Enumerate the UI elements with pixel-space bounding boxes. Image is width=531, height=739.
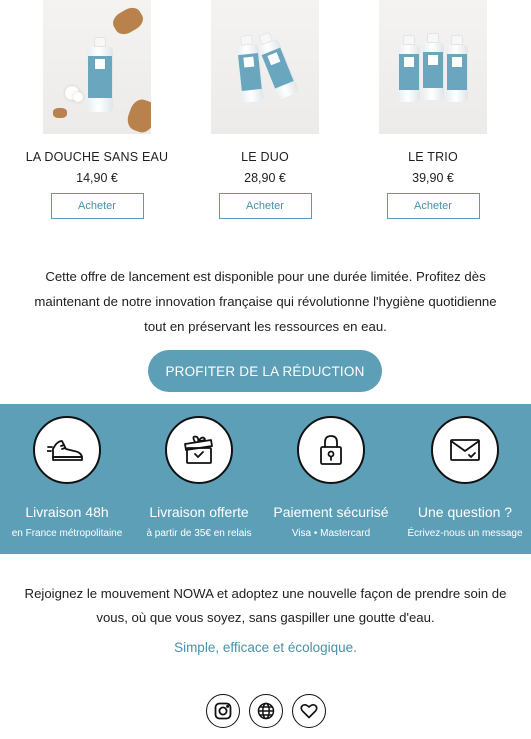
buy-button[interactable]: Acheter xyxy=(219,193,312,219)
feature-subtitle: Écrivez-nous un message xyxy=(407,528,523,539)
product-card xyxy=(180,0,350,219)
feature-delivery-48h xyxy=(1,416,133,539)
social-links xyxy=(0,694,531,728)
feature-title: Livraison offerte xyxy=(149,504,249,520)
product-price: 14,90 € xyxy=(76,171,118,185)
product-grid xyxy=(0,0,531,240)
discount-cta-button[interactable]: PROFITER DE LA RÉDUCTION xyxy=(148,350,382,392)
product-card xyxy=(12,0,182,219)
join-text: Rejoignez le mouvement NOWA et adoptez une nouvelle façon de prendre soin de vous, où que vous soyez, sans gaspiller une goutte d'eau. xyxy=(24,586,507,625)
buy-button[interactable]: Acheter xyxy=(387,193,480,219)
feature-subtitle: Visa • Mastercard xyxy=(291,528,371,539)
feature-title: Une question ? xyxy=(417,504,513,520)
feature-subtitle: en France métropolitaine xyxy=(11,528,123,539)
instagram-icon[interactable] xyxy=(206,694,240,728)
product-image[interactable] xyxy=(43,0,151,134)
tagline: Simple, efficace et écologique. xyxy=(174,640,357,655)
feature-secure-payment xyxy=(265,416,397,539)
product-image[interactable] xyxy=(379,0,487,134)
buy-button[interactable]: Acheter xyxy=(51,193,144,219)
features-band xyxy=(0,404,531,554)
offer-text: Cette offre de lancement est disponible pour une durée limitée. Profitez dès maintenant de notre innovation française qui révolutionne l'hygiène quotidienne tout en préservant les ressources en eau. xyxy=(34,269,497,334)
product-name[interactable]: LE DUO xyxy=(241,150,289,164)
product-price: 39,90 € xyxy=(412,171,454,185)
product-name[interactable]: LE TRIO xyxy=(408,150,458,164)
product-name[interactable]: LA DOUCHE SANS EAU xyxy=(25,150,169,164)
product-image[interactable] xyxy=(211,0,319,134)
feature-subtitle: à partir de 35€ en relais xyxy=(146,528,252,539)
product-price: 28,90 € xyxy=(244,171,286,185)
heart-icon[interactable] xyxy=(292,694,326,728)
product-card xyxy=(348,0,518,219)
sneaker-icon xyxy=(33,416,101,484)
feature-title: Livraison 48h xyxy=(25,504,109,520)
feature-free-delivery xyxy=(133,416,265,539)
gift-box-icon xyxy=(165,416,233,484)
feature-title: Paiement sécurisé xyxy=(273,504,389,520)
globe-icon[interactable] xyxy=(249,694,283,728)
envelope-icon xyxy=(431,416,499,484)
feature-contact xyxy=(399,416,531,539)
padlock-icon xyxy=(297,416,365,484)
